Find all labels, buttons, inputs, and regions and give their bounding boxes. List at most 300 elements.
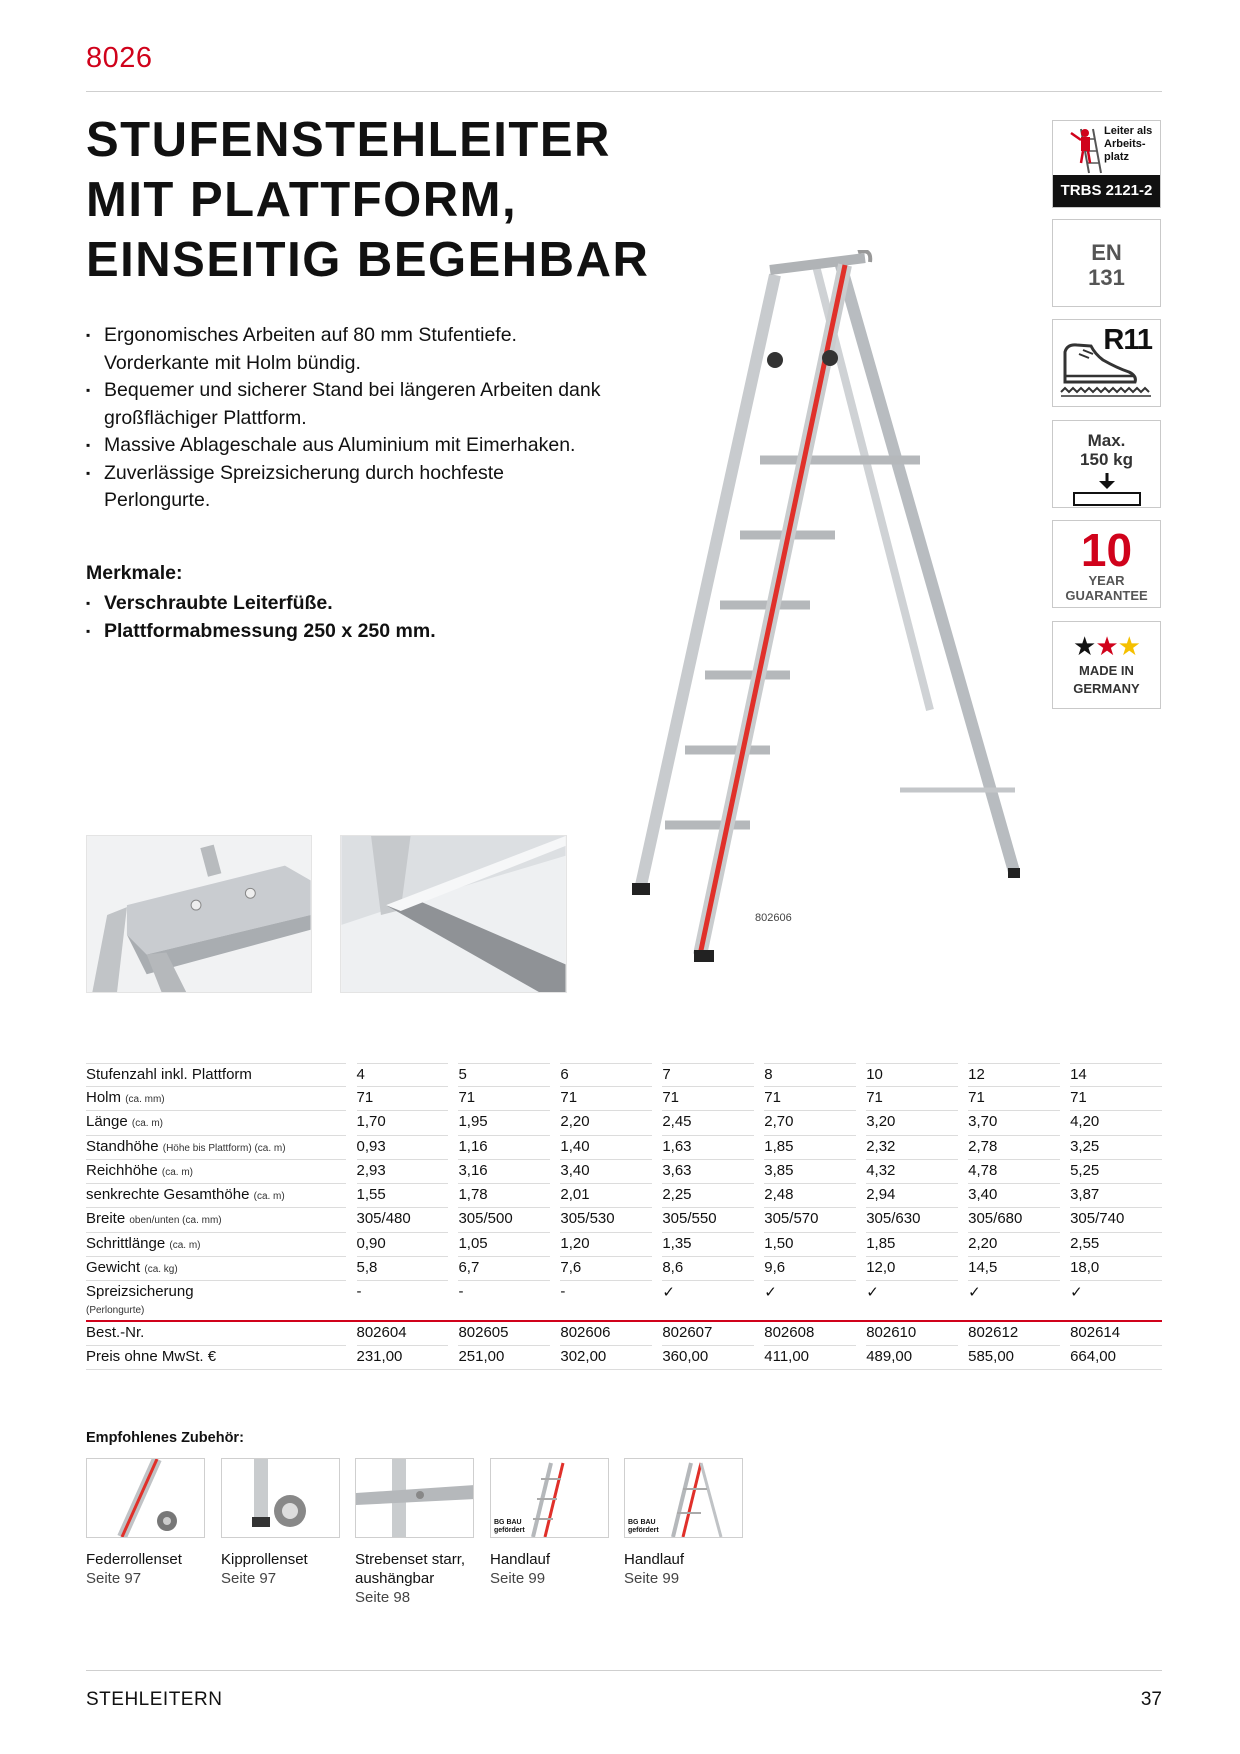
row-unit: (Perlongurte) [86, 1305, 145, 1317]
table-cell: 1,40 [560, 1135, 652, 1159]
table-cell: 4,32 [866, 1159, 958, 1183]
table-cell: - [357, 1281, 449, 1321]
feature-item: ▪ Massive Ablageschale aus Aluminium mit Eimerhaken. [86, 432, 606, 460]
table-cell: 1,05 [458, 1232, 550, 1256]
cell-gap [856, 1281, 866, 1321]
table-cell: 1,78 [458, 1184, 550, 1208]
cell-gap [754, 1111, 764, 1135]
cell-gap [958, 1087, 968, 1111]
cell-gap [1060, 1321, 1070, 1345]
cell-gap [1060, 1184, 1070, 1208]
cell-gap [1060, 1208, 1070, 1232]
table-row [86, 1111, 1162, 1135]
table-cell: 802608 [764, 1321, 856, 1345]
table-cell: 3,16 [458, 1159, 550, 1183]
cell-gap [754, 1257, 764, 1281]
table-cell: 7,6 [560, 1257, 652, 1281]
cell-gap [346, 1208, 356, 1232]
cell-gap [958, 1111, 968, 1135]
cell-gap [550, 1281, 560, 1321]
table-cell: ✓ [1070, 1281, 1162, 1321]
table-cell: 5,8 [357, 1257, 449, 1281]
product-image-code: 802606 [755, 912, 792, 924]
tilt-roller-image [222, 1459, 340, 1538]
made-in-germany-badge [1052, 621, 1161, 709]
table-row [86, 1208, 1162, 1232]
cell-gap [856, 1111, 866, 1135]
cell-gap [448, 1087, 458, 1111]
table-cell: 489,00 [866, 1345, 958, 1369]
table-cell: 802606 [560, 1321, 652, 1345]
merkmale-heading: Merkmale: [86, 562, 183, 584]
row-unit: (ca. m) [253, 1191, 285, 1203]
table-cell: 71 [458, 1087, 550, 1111]
row-unit: (ca. kg) [144, 1264, 178, 1276]
max-line-1: Max. [1087, 431, 1126, 450]
row-label-text: senkrechte Gesamthöhe [86, 1186, 250, 1204]
guarantee-line-2: GUARANTEE [1065, 588, 1148, 603]
cell-gap [652, 1281, 662, 1321]
title-line-2: MIT PLATTFORM, [86, 173, 518, 227]
table-cell: 305/530 [560, 1208, 652, 1232]
cell-gap [448, 1184, 458, 1208]
table-cell: 1,16 [458, 1135, 550, 1159]
table-cell: 9,6 [764, 1257, 856, 1281]
spring-roller-image [87, 1459, 205, 1538]
safety-shoe-icon [1057, 330, 1157, 406]
r11-label: R11 [1103, 324, 1152, 356]
table-cell: 1,85 [764, 1135, 856, 1159]
cell-gap [958, 1281, 968, 1321]
table-row [86, 1321, 1162, 1345]
table-cell: 3,40 [560, 1159, 652, 1183]
model-number: 8026 [86, 42, 153, 74]
table-cell: 6 [560, 1064, 652, 1087]
table-cell: 2,45 [662, 1111, 754, 1135]
cell-gap [1060, 1087, 1070, 1111]
bg-bau-label: BG BAU gefördert [494, 1519, 525, 1534]
table-cell: 305/630 [866, 1208, 958, 1232]
table-cell: 3,70 [968, 1111, 1060, 1135]
cell-gap [754, 1281, 764, 1321]
accessory-name: Handlauf [624, 1551, 685, 1568]
cell-gap [652, 1232, 662, 1256]
cell-gap [856, 1257, 866, 1281]
cell-gap [1060, 1345, 1070, 1369]
table-cell: 3,25 [1070, 1135, 1162, 1159]
row-label-text: Stufenzahl inkl. Plattform [86, 1066, 252, 1083]
table-row [86, 1345, 1162, 1369]
table-cell: 2,78 [968, 1135, 1060, 1159]
row-unit: (ca. m) [169, 1239, 201, 1251]
bg-bau-label: BG BAU gefördert [628, 1519, 659, 1534]
row-label-text: Best.-Nr. [86, 1323, 145, 1341]
table-cell: 802612 [968, 1321, 1060, 1345]
cell-gap [754, 1345, 764, 1369]
row-label [86, 1087, 346, 1111]
table-cell: 1,70 [357, 1111, 449, 1135]
cell-gap [754, 1232, 764, 1256]
cell-gap [652, 1321, 662, 1345]
cell-gap [958, 1321, 968, 1345]
table-cell: 4 [357, 1064, 449, 1087]
table-cell: 5 [458, 1064, 550, 1087]
table-cell: 802610 [866, 1321, 958, 1345]
table-cell: 2,32 [866, 1135, 958, 1159]
accessory-item[interactable] [355, 1458, 474, 1607]
table-cell: 18,0 [1070, 1257, 1162, 1281]
table-cell: 7 [662, 1064, 754, 1087]
table-row [86, 1064, 1162, 1087]
row-label-text: Länge [86, 1113, 128, 1131]
cell-gap [346, 1281, 356, 1321]
row-label-text: Gewicht [86, 1259, 141, 1277]
cell-gap [448, 1321, 458, 1345]
cell-gap [346, 1135, 356, 1159]
cell-gap [1060, 1232, 1070, 1256]
cell-gap [346, 1087, 356, 1111]
cell-gap [754, 1135, 764, 1159]
table-cell: 14,5 [968, 1257, 1060, 1281]
cell-gap [550, 1159, 560, 1183]
table-cell: 664,00 [1070, 1345, 1162, 1369]
table-cell: 4,78 [968, 1159, 1060, 1183]
table-cell: 1,55 [357, 1184, 449, 1208]
table-cell: 2,93 [357, 1159, 449, 1183]
table-cell: 1,63 [662, 1135, 754, 1159]
cell-gap [550, 1321, 560, 1345]
strut-set-image [356, 1459, 474, 1538]
feature-item: ▪ Zuverlässige Spreizsicherung durch hochfeste Perlongurte. [86, 460, 606, 515]
table-cell: 71 [866, 1087, 958, 1111]
table-cell: 585,00 [968, 1345, 1060, 1369]
table-cell: 2,25 [662, 1184, 754, 1208]
worker-on-ladder-icon [1059, 123, 1105, 175]
en-line-2: 131 [1088, 265, 1125, 290]
cell-gap [448, 1345, 458, 1369]
cell-gap [856, 1064, 866, 1087]
accessory-image [355, 1458, 474, 1538]
footer-section: STEHLEITERN [86, 1689, 223, 1710]
cell-gap [550, 1135, 560, 1159]
table-cell: 3,85 [764, 1159, 856, 1183]
r11-badge [1052, 319, 1161, 407]
guarantee-years: 10 [1080, 524, 1133, 576]
load-arrow-icon [1072, 471, 1142, 507]
row-unit: (ca. m) [161, 1166, 193, 1178]
cell-gap [1060, 1135, 1070, 1159]
feature-item: ▪ Ergonomisches Arbeiten auf 80 mm Stufentiefe. Vorderkante mit Holm bündig. [86, 322, 606, 377]
table-cell: 360,00 [662, 1345, 754, 1369]
table-cell: 6,7 [458, 1257, 550, 1281]
cell-gap [652, 1111, 662, 1135]
cell-gap [958, 1159, 968, 1183]
table-cell: 5,25 [1070, 1159, 1162, 1183]
row-label [86, 1064, 346, 1087]
made-line-2: GERMANY [1073, 681, 1140, 696]
cell-gap [448, 1208, 458, 1232]
table-row [86, 1232, 1162, 1256]
row-label [86, 1232, 346, 1256]
row-label [86, 1257, 346, 1281]
strap-detail-image [340, 835, 567, 993]
accessory-item[interactable] [624, 1458, 743, 1588]
guarantee-badge [1052, 520, 1161, 608]
table-cell: 1,95 [458, 1111, 550, 1135]
table-cell: - [458, 1281, 550, 1321]
table-cell: 2,01 [560, 1184, 652, 1208]
table-cell: 71 [662, 1087, 754, 1111]
cell-gap [958, 1257, 968, 1281]
row-label [86, 1159, 346, 1183]
cell-gap [856, 1208, 866, 1232]
row-unit: (ca. m) [131, 1118, 163, 1130]
table-cell: 251,00 [458, 1345, 550, 1369]
table-cell: 2,55 [1070, 1232, 1162, 1256]
footer-page-number: 37 [1140, 1689, 1162, 1710]
cell-gap [754, 1321, 764, 1345]
trbs-caption: Leiter als Arbeits-platz [1104, 125, 1153, 163]
cell-gap [652, 1064, 662, 1087]
table-cell: 802605 [458, 1321, 550, 1345]
cell-gap [754, 1087, 764, 1111]
table-cell: 0,93 [357, 1135, 449, 1159]
product-title [86, 110, 649, 290]
accessory-image [624, 1458, 743, 1538]
cell-gap [346, 1232, 356, 1256]
row-label-text: Standhöhe [86, 1137, 159, 1155]
cell-gap [448, 1064, 458, 1087]
cell-gap [550, 1184, 560, 1208]
accessory-name: Handlauf [490, 1551, 551, 1568]
cell-gap [856, 1087, 866, 1111]
table-row [86, 1257, 1162, 1281]
cell-gap [550, 1232, 560, 1256]
row-label [86, 1281, 346, 1321]
accessory-image [490, 1458, 609, 1538]
cell-gap [958, 1135, 968, 1159]
table-row [86, 1087, 1162, 1111]
accessory-page: Seite 99 [624, 1570, 680, 1587]
accessory-item[interactable] [221, 1458, 340, 1588]
max-load-badge [1052, 420, 1161, 508]
table-cell: 3,40 [968, 1184, 1060, 1208]
cell-gap [652, 1345, 662, 1369]
accessory-page: Seite 97 [221, 1570, 277, 1587]
en-badge [1052, 219, 1161, 307]
cell-gap [346, 1345, 356, 1369]
cell-gap [958, 1184, 968, 1208]
accessories-heading: Empfohlenes Zubehör: [86, 1430, 244, 1446]
cell-gap [346, 1159, 356, 1183]
cell-gap [958, 1064, 968, 1087]
table-cell: 71 [1070, 1087, 1162, 1111]
row-label-text: Spreizsicherung [86, 1283, 194, 1301]
cell-gap [448, 1135, 458, 1159]
cell-gap [754, 1184, 764, 1208]
table-cell: ✓ [968, 1281, 1060, 1321]
table-cell: 12,0 [866, 1257, 958, 1281]
row-label [86, 1135, 346, 1159]
bottom-divider [86, 1670, 1162, 1671]
table-cell: 2,20 [560, 1111, 652, 1135]
table-cell: 3,20 [866, 1111, 958, 1135]
cell-gap [550, 1087, 560, 1111]
cell-gap [652, 1184, 662, 1208]
table-cell: 802607 [662, 1321, 754, 1345]
trbs-badge [1052, 120, 1161, 208]
en-line-1: EN [1091, 240, 1122, 265]
cell-gap [448, 1111, 458, 1135]
table-cell: 302,00 [560, 1345, 652, 1369]
table-cell: 802614 [1070, 1321, 1162, 1345]
trbs-label: TRBS 2121-2 [1053, 175, 1160, 207]
guarantee-line-1: YEAR [1088, 573, 1125, 588]
cell-gap [652, 1257, 662, 1281]
table-cell: 4,20 [1070, 1111, 1162, 1135]
accessory-name: Strebenset starr, aushängbar [355, 1551, 466, 1587]
title-line-3: EINSEITIG BEGEHBAR [86, 233, 650, 287]
table-cell: 3,63 [662, 1159, 754, 1183]
row-unit: (ca. mm) [125, 1094, 165, 1105]
row-label [86, 1111, 346, 1135]
cell-gap [346, 1321, 356, 1345]
cell-gap [958, 1208, 968, 1232]
table-cell: 3,87 [1070, 1184, 1162, 1208]
table-cell: 305/550 [662, 1208, 754, 1232]
table-cell: 231,00 [357, 1345, 449, 1369]
accessory-page: Seite 98 [355, 1589, 411, 1606]
platform-detail-image [86, 835, 312, 993]
table-cell: ✓ [764, 1281, 856, 1321]
cell-gap [754, 1064, 764, 1087]
row-label-text: Preis ohne MwSt. € [86, 1347, 217, 1365]
cell-gap [856, 1184, 866, 1208]
table-cell: 10 [866, 1064, 958, 1087]
merkmale-item: ▪ Plattformabmessung 250 x 250 mm. [86, 617, 436, 645]
cell-gap [754, 1208, 764, 1232]
cell-gap [1060, 1159, 1070, 1183]
table-cell: 8,6 [662, 1257, 754, 1281]
cell-gap [550, 1111, 560, 1135]
row-label [86, 1321, 346, 1345]
table-cell: 1,35 [662, 1232, 754, 1256]
cell-gap [346, 1257, 356, 1281]
cell-gap [346, 1184, 356, 1208]
cell-gap [448, 1281, 458, 1321]
table-cell: 1,85 [866, 1232, 958, 1256]
row-label [86, 1184, 346, 1208]
table-cell: 802604 [357, 1321, 449, 1345]
cell-gap [1060, 1281, 1070, 1321]
spec-table [86, 1063, 1162, 1370]
table-cell: 305/480 [357, 1208, 449, 1232]
table-cell: - [560, 1281, 652, 1321]
table-cell: 2,70 [764, 1111, 856, 1135]
row-label-text: Reichhöhe [86, 1161, 158, 1179]
cell-gap [448, 1159, 458, 1183]
table-row [86, 1184, 1162, 1208]
table-cell: ✓ [866, 1281, 958, 1321]
top-divider [86, 91, 1162, 92]
accessory-name: Federrollenset [86, 1551, 182, 1568]
table-cell: 14 [1070, 1064, 1162, 1087]
table-cell: 1,50 [764, 1232, 856, 1256]
merkmale-item: ▪ Verschraubte Leiterfüße. [86, 589, 436, 617]
cell-gap [550, 1345, 560, 1369]
cell-gap [1060, 1257, 1070, 1281]
table-cell: 71 [968, 1087, 1060, 1111]
cell-gap [448, 1232, 458, 1256]
cell-gap [856, 1345, 866, 1369]
table-cell: 71 [764, 1087, 856, 1111]
table-cell: 2,48 [764, 1184, 856, 1208]
row-label [86, 1208, 346, 1232]
table-cell: 12 [968, 1064, 1060, 1087]
accessory-item[interactable] [86, 1458, 205, 1588]
cell-gap [652, 1159, 662, 1183]
accessory-page: Seite 97 [86, 1570, 142, 1587]
table-row [86, 1135, 1162, 1159]
table-cell: 71 [357, 1087, 449, 1111]
cell-gap [856, 1232, 866, 1256]
cell-gap [1060, 1111, 1070, 1135]
cell-gap [958, 1232, 968, 1256]
made-line-1: MADE IN [1079, 663, 1134, 678]
ladder-product-image [620, 250, 1020, 970]
table-cell: 71 [560, 1087, 652, 1111]
cell-gap [550, 1064, 560, 1087]
feature-item: ▪ Bequemer und sicherer Stand bei längeren Arbeiten dank großflächiger Plattform. [86, 377, 606, 432]
cell-gap [856, 1321, 866, 1345]
accessory-image [221, 1458, 340, 1538]
row-unit: oben/unten (ca. mm) [129, 1215, 222, 1227]
stars-icon: ★★★ [1073, 631, 1140, 661]
accessory-item[interactable] [490, 1458, 609, 1588]
max-line-2: 150 kg [1080, 450, 1133, 469]
cell-gap [1060, 1064, 1070, 1087]
accessory-page: Seite 99 [490, 1570, 546, 1587]
table-row [86, 1159, 1162, 1183]
cell-gap [346, 1064, 356, 1087]
row-label [86, 1345, 346, 1369]
row-label-text: Holm [86, 1089, 122, 1106]
table-cell: 305/680 [968, 1208, 1060, 1232]
table-cell: 305/570 [764, 1208, 856, 1232]
cell-gap [448, 1257, 458, 1281]
accessory-image [86, 1458, 205, 1538]
table-cell: ✓ [662, 1281, 754, 1321]
table-cell: 2,94 [866, 1184, 958, 1208]
table-cell: 411,00 [764, 1345, 856, 1369]
row-unit: (Höhe bis Plattform) (ca. m) [162, 1142, 286, 1154]
table-cell: 305/740 [1070, 1208, 1162, 1232]
cell-gap [550, 1208, 560, 1232]
table-row [86, 1281, 1162, 1321]
cell-gap [754, 1159, 764, 1183]
cell-gap [958, 1345, 968, 1369]
table-cell: 2,20 [968, 1232, 1060, 1256]
cell-gap [856, 1159, 866, 1183]
table-cell: 0,90 [357, 1232, 449, 1256]
cell-gap [856, 1135, 866, 1159]
cell-gap [652, 1087, 662, 1111]
feature-list [86, 322, 606, 515]
table-cell: 1,20 [560, 1232, 652, 1256]
table-cell: 8 [764, 1064, 856, 1087]
title-line-1: STUFENSTEHLEITER [86, 113, 611, 167]
cell-gap [550, 1257, 560, 1281]
